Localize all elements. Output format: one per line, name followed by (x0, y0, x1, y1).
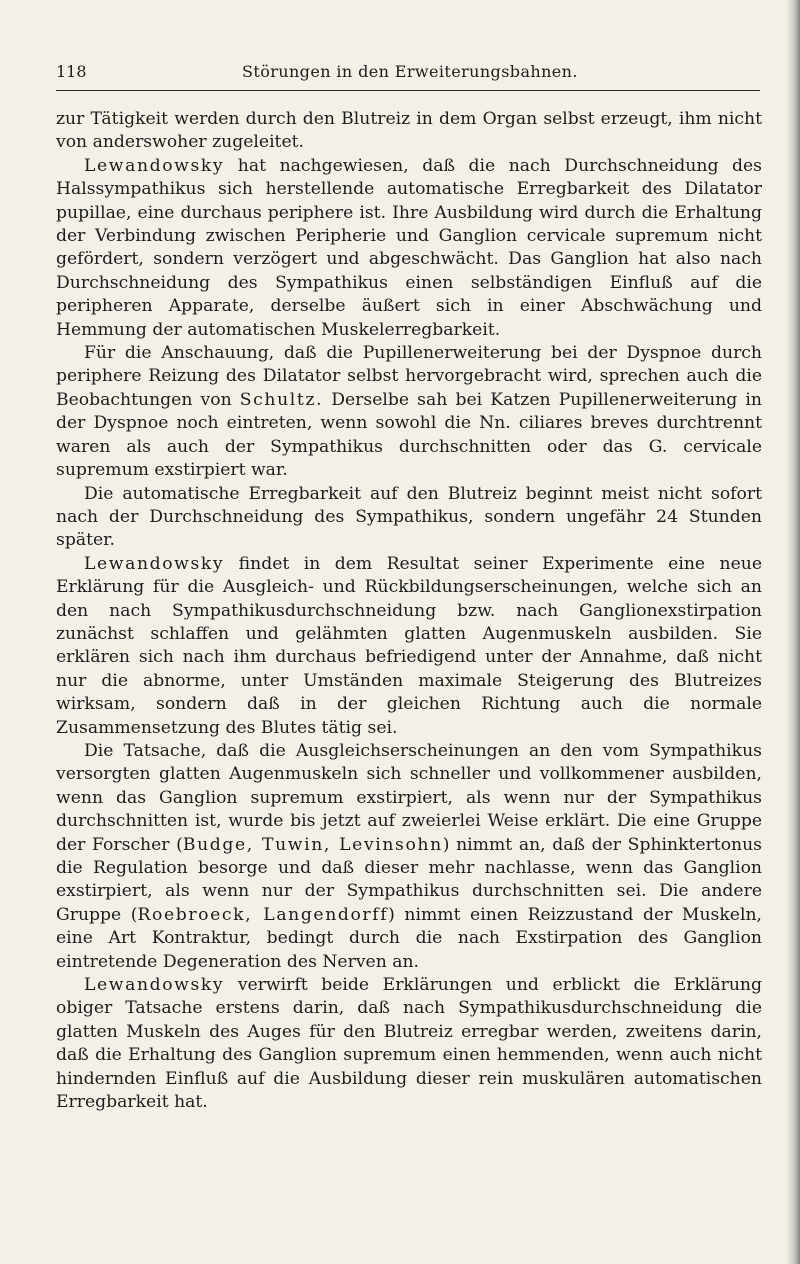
running-head: Störungen in den Erweiterungsbahnen. (242, 62, 578, 81)
text-segment: Die automatische Erregbarkeit auf den Blutreiz beginnt meist nicht sofort nach der Durchschneidung des Sympathikus, sondern ungefähr 24 Stunden später. (56, 483, 762, 551)
page-edge-shadow (786, 0, 800, 1264)
author-name: Budge, Tuwin, Levinsohn (182, 834, 443, 855)
paragraph (56, 483, 762, 553)
body-text (56, 108, 762, 1114)
author-name: Lewandowsky (84, 975, 225, 996)
paragraph (56, 974, 762, 1114)
author-name: Schultz. (239, 389, 324, 410)
text-segment: ) nimmt einen Reizzustand der Muskeln, eine Art Kontraktur, bedingt durch die nach Exstirpation des Ganglion eintretende Degeneration des Nerven an. (56, 904, 762, 972)
page-number: 118 (56, 62, 87, 81)
paragraph (56, 342, 762, 482)
text-segment: ) nimmt an, daß der Sphinktertonus die Regulation besorge und daß dieser mehr nachlasse, wenn das Ganglion exstirpiert, als wenn nur der Sympathikus durchschnitten sei. Die andere Gruppe ( (56, 834, 763, 925)
paragraph (56, 740, 762, 974)
paragraph (56, 108, 762, 155)
paragraph (56, 553, 762, 740)
text-segment: verwirft beide Erklärungen und erblickt die Erklärung obiger Tatsache erstens darin, daß nach Sympathikusdurchschneidung die glatten Muskeln des Auges für den Blutreiz erregbar werden, zweitens darin, daß die Erhaltung des Ganglion supremum einen hemmenden, wenn auch nicht hindernden Einfluß auf die Ausbildung dieser rein muskulären automatischen Erregbarkeit hat. (56, 975, 762, 1113)
author-name: Lewandowsky (84, 553, 225, 574)
text-segment: hat nachgewiesen, daß die nach Durchschneidung des Halssympathikus sich herstellende automatische Erregbarkeit des Dilatator pupillae, eine durchaus periphere ist. Ihre Ausbildung wird durch die Erhaltung der Verbindung zwischen Peripherie und Ganglion cervicale supremum nicht gefördert, sondern verzögert und abgeschwächt. Das Ganglion hat also nach Durchschneidung des Sympathikus einen selbständigen Einfluß auf die peripheren Apparate, derselbe äußert sich in einer Abschwächung und Hemmung der automatischen Muskelerregbarkeit. (56, 155, 762, 340)
header-rule (56, 90, 760, 91)
author-name: Lewandowsky (84, 155, 225, 176)
author-name: Roebroeck, Langendorff (137, 904, 389, 925)
text-segment: Für die Anschauung, daß die Pupillenerweiterung bei der Dyspnoe durch periphere Reizung des Dilatator selbst hervorgebracht wird, sprechen auch die Beobachtungen von (56, 343, 762, 410)
page-header (56, 60, 756, 84)
text-segment: zur Tätigkeit werden durch den Blutreiz in dem Organ selbst erzeugt, ihm nicht von anderswoher zugeleitet. (56, 109, 762, 153)
text-segment: Die Tatsache, daß die Ausgleichserscheinungen an den vom Sympathikus versorgten glatten Augenmuskeln sich schneller und vollkommener ausbilden, wenn das Ganglion supremum exstirpiert, als wenn nur der Sympathikus durchschnitten ist, wurde bis jetzt auf zweierlei Weise erklärt. Die eine Gruppe der Forscher ( (56, 740, 762, 855)
text-segment: Derselbe sah bei Katzen Pupillenerweiterung in der Dyspnoe noch eintreten, wenn sowohl die Nn. ciliares breves durchtrennt waren als auch der Sympathikus durchschnitten oder das G. cervicale supremum exstirpiert war. (56, 389, 762, 481)
paragraph (56, 155, 762, 342)
text-segment: findet in dem Resultat seiner Experimente eine neue Erklärung für die Ausgleich- und Rückbildungserscheinungen, welche sich an den nach Sympathikusdurchschneidung bzw. nach Ganglionexstirpation zunächst schlaffen und gelähmten glatten Augenmuskeln ausbilden. Sie erklären sich nach ihm durchaus befriedigend unter der Annahme, daß nicht nur die abnorme, unter Umständen maximale Steigerung des Blutreizes wirksam, sondern daß in der gleichen Richtung auch die normale Zusammensetzung des Blutes tätig sei. (56, 553, 762, 738)
